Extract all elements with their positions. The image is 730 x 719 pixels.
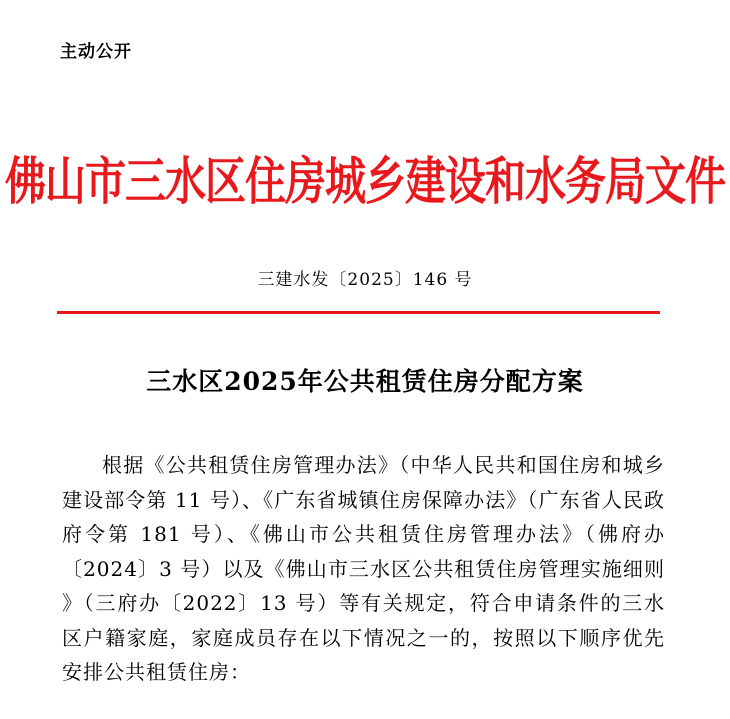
- document-number: 三建水发〔2025〕146 号: [257, 270, 473, 290]
- document-masthead: 佛山市三水区住房城乡建设和水务局文件: [5, 151, 725, 212]
- body-paragraph: 根据《公共租赁住房管理办法》（中华人民共和国住房和城乡建设部令第 11 号）、《广东省城镇住房保障办法》（广东省人民政府令第 181 号）、《佛山市公共租赁住房管理办法》（佛府办〔2024〕3 号）以及《佛山市三水区公共租赁住房管理实施细则 》（三府办〔2022〕13 号）等有关规定，符合申请条件的三水区户籍家庭，家庭成员存在以下情况之一的，按照以下顺序优先安排公共租赁住房：: [62, 453, 665, 684]
- document-title: 三水区2025年公共租赁住房分配方案: [146, 367, 584, 396]
- disclosure-label: 主动公开: [60, 42, 132, 62]
- red-divider-line: [57, 311, 660, 314]
